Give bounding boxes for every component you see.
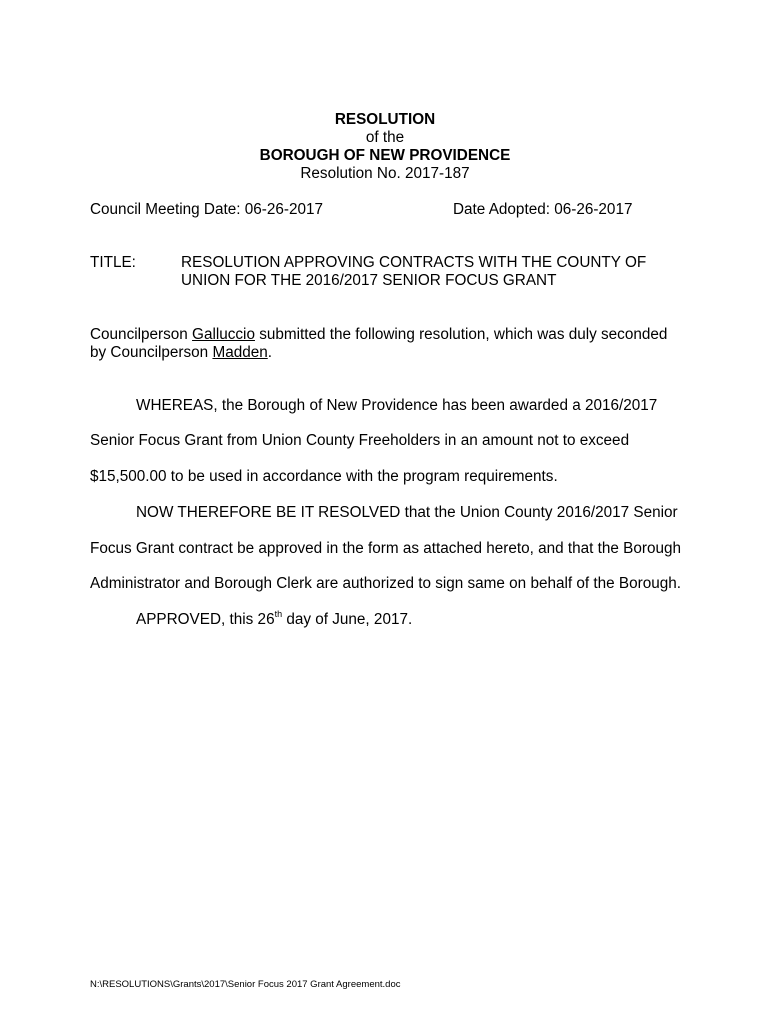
title-line-1: RESOLUTION APPROVING CONTRACTS WITH THE COUNTY OF xyxy=(181,254,647,271)
ordinal-suffix: th xyxy=(274,609,283,619)
resolved-line-1: NOW THEREFORE BE IT RESOLVED that the Union County 2016/2017 Senior xyxy=(136,504,678,521)
approved-text: APPROVED, this 26 xyxy=(136,611,275,628)
mover-name: Galluccio xyxy=(192,326,255,343)
of-the-line: of the xyxy=(365,129,405,146)
resolved-line-2: Focus Grant contract be approved in the form as attached hereto, and that the Borough xyxy=(90,540,681,557)
seconder-name: Madden xyxy=(212,344,268,361)
intro-text: by Councilperson xyxy=(90,344,213,361)
date-adopted: Date Adopted: 06-26-2017 xyxy=(453,201,633,218)
intro-line-2 xyxy=(90,344,272,362)
whereas-line-3: $15,500.00 to be used in accordance with the program requirements. xyxy=(90,468,558,485)
intro-line-1 xyxy=(90,326,667,344)
intro-text: submitted the following resolution, which was duly seconded xyxy=(254,326,668,343)
intro-text: Councilperson xyxy=(90,326,193,343)
resolved-line-3: Administrator and Borough Clerk are authorized to sign same on behalf of the Borough. xyxy=(90,575,681,592)
doc-title: RESOLUTION xyxy=(334,111,436,128)
resolution-number: Resolution No. 2017-187 xyxy=(300,165,470,182)
whereas-line-2: Senior Focus Grant from Union County Freeholders in an amount not to exceed xyxy=(90,432,630,449)
approved-line xyxy=(136,611,412,630)
title-line-2: UNION FOR THE 2016/2017 SENIOR FOCUS GRANT xyxy=(181,272,557,289)
intro-text: . xyxy=(267,344,272,361)
file-path-footer: N:\RESOLUTIONS\Grants\2017\Senior Focus 2017 Grant Agreement.doc xyxy=(90,979,401,990)
meeting-date: Council Meeting Date: 06-26-2017 xyxy=(90,201,323,218)
whereas-line-1: WHEREAS, the Borough of New Providence has been awarded a 2016/2017 xyxy=(136,397,658,414)
approved-text: day of June, 2017. xyxy=(282,611,413,628)
borough-name: BOROUGH OF NEW PROVIDENCE xyxy=(259,147,511,164)
title-label: TITLE: xyxy=(90,254,136,271)
